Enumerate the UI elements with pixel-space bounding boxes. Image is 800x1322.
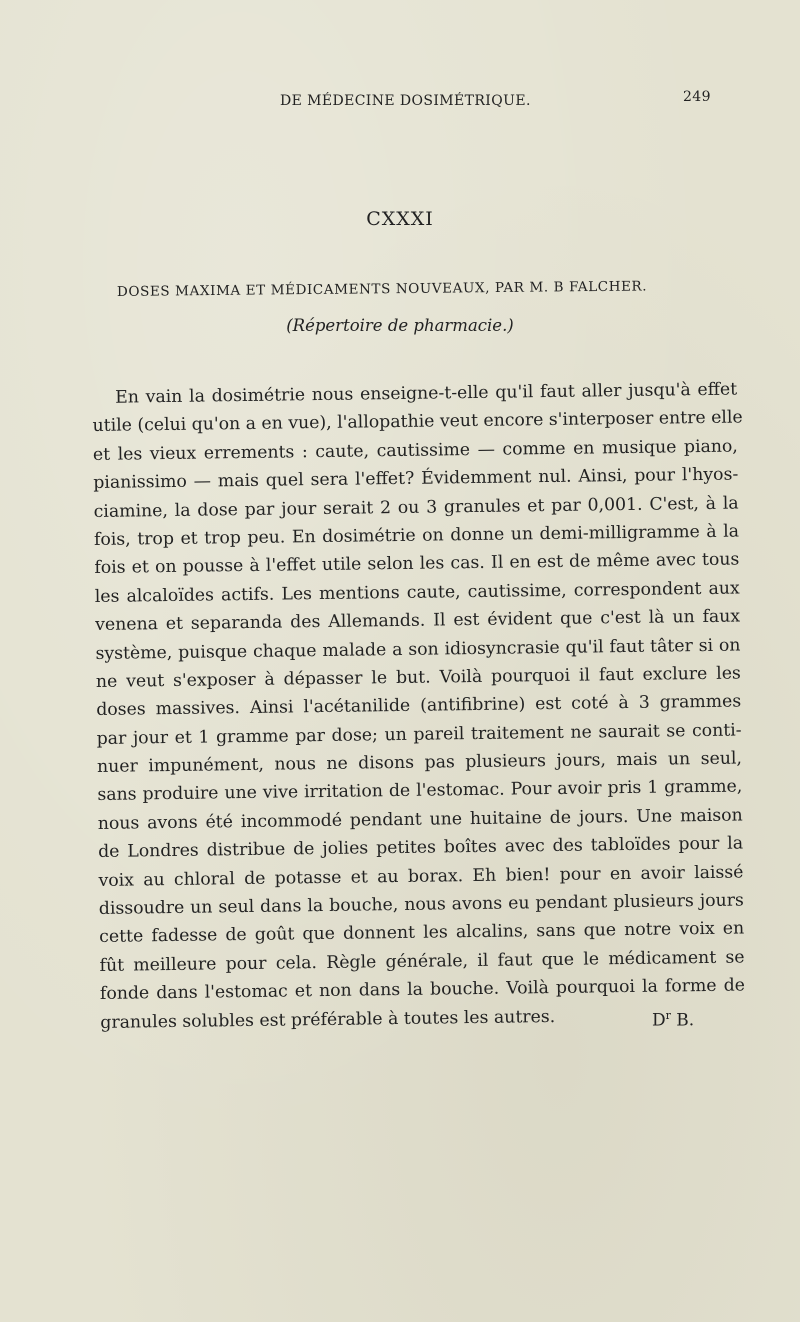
body-line: utile (celui qu'on a en vue), l'allopathie veut encore s'interposer entre elle <box>92 407 743 437</box>
article-title: DOSES MAXIMA ET MÉDICAMENTS NOUVEAUX, PAR M. B FALCHER. <box>116 278 648 300</box>
body-paragraph <box>92 376 745 1037</box>
signature <box>652 1009 694 1031</box>
body-line: système, puisque chaque malade a son idiosyncrasie qu'il faut tâter si on <box>95 635 741 664</box>
body-line: ne veut s'exposer à dépasser le but. Voilà pourquoi il faut exclure les <box>95 663 741 692</box>
body-line: les alcaloïdes actifs. Les mentions caute, cautissime, correspondent aux <box>94 578 740 607</box>
body-line: sans produire une vive irritation de l'estomac. Pour avoir pris 1 gramme, <box>97 776 743 806</box>
body-line: nous avons été incommodé pendant une huitaine de jours. Une maison <box>97 805 743 834</box>
body-line: doses massives. Ainsi l'acétanilide (antifibrine) est coté à 3 grammes <box>96 691 742 721</box>
body-line: nuer impunément, nous ne disons pas plusieurs jours, mais un seul, <box>96 748 743 778</box>
signature-prefix: D <box>652 1010 666 1031</box>
body-line: dissoudre un seul dans la bouche, nous avons eu pendant plusieurs jours <box>98 890 744 919</box>
signature-name: B. <box>670 1010 695 1031</box>
body-line: fût meilleure pour cela. Règle générale, il faut que le médicament se <box>99 947 745 976</box>
body-line: voix au chloral de potasse et au borax. Eh bien! pour en avoir laissé <box>98 862 744 891</box>
body-line: venena et separanda des Allemands. Il est évident que c'est là un faux <box>95 606 741 636</box>
chapter-number: CXXXI <box>366 208 434 230</box>
body-line: pianissimo — mais quel sera l'effet? Évidemment nul. Ainsi, pour l'hyos- <box>93 464 739 494</box>
signature-superscript: r <box>665 1009 671 1022</box>
source-citation: (Répertoire de pharmacie.) <box>286 316 514 335</box>
body-line: cette fadesse de goût que donnent les alcalins, sans que notre voix en <box>99 918 745 948</box>
body-line: par jour et 1 gramme par dose; un pareil traitement ne saurait se conti- <box>96 720 742 749</box>
body-line: fonde dans l'estomac et non dans la bouche. Voilà pourquoi la forme de <box>99 975 746 1005</box>
body-line: fois, trop et trop peu. En dosimétrie on donne un demi-milligramme à la <box>93 521 740 550</box>
page-number: 249 <box>683 89 711 105</box>
body-line: fois et on pousse à l'effet utile selon les cas. Il en est de même avec tous <box>94 549 740 579</box>
body-line: et les vieux errements : caute, cautissime — comme en musique piano, <box>92 436 739 465</box>
body-line: de Londres distribue de jolies petites boîtes avec des tabloïdes pour la <box>97 833 744 863</box>
running-title: DE MÉDECINE DOSIMÉTRIQUE. <box>280 93 531 109</box>
body-line-last: granules solubles est préférable à toutes les autres. <box>100 1006 556 1033</box>
body-line: En vain la dosimétrie nous enseigne-t-elle qu'il faut aller jusqu'à effet <box>115 379 738 408</box>
body-line: ciamine, la dose par jour serait 2 ou 3 granules et par 0,001. C'est, à la <box>93 493 739 522</box>
